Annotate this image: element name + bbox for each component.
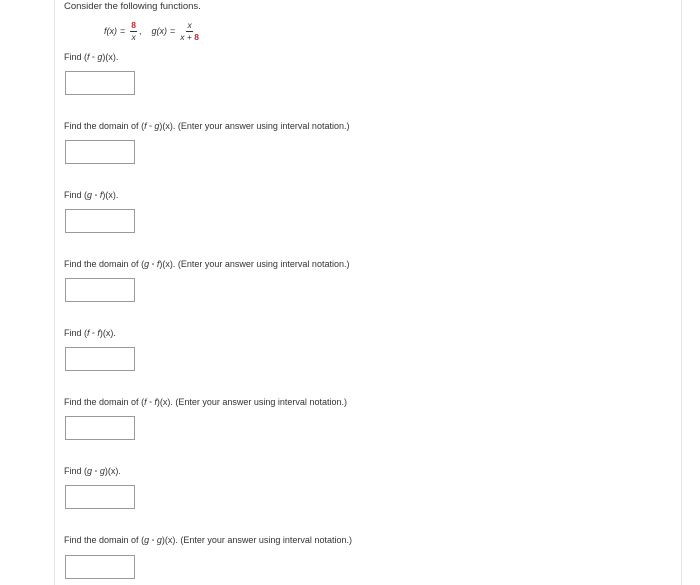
inner-fn: f	[156, 259, 160, 269]
compose-symbol: ∘	[94, 193, 98, 200]
g-denominator-var: x +	[180, 31, 195, 42]
question-8: Find the domain of (g ∘ g)(x). (Enter your answer using interval notation.)	[64, 535, 352, 545]
compose-symbol: ∘	[91, 331, 96, 338]
question-prefix: Find	[64, 466, 82, 476]
question-prefix: Find the domain of	[64, 397, 139, 407]
question-prefix: Find the domain of	[64, 259, 139, 269]
inner-fn: g	[154, 121, 160, 131]
question-6: Find the domain of (f ∘ f)(x). (Enter your answer using interval notation.)	[64, 397, 347, 407]
inner-fn: g	[156, 535, 162, 545]
outer-fn: f	[144, 121, 147, 131]
outer-fn: g	[144, 535, 150, 545]
answer-input-3[interactable]	[65, 209, 135, 233]
answer-input-4[interactable]	[65, 278, 135, 302]
inner-fn: f	[99, 190, 103, 200]
answer-input-2[interactable]	[65, 140, 135, 164]
function-definitions	[104, 18, 201, 44]
question-instruction: (Enter your answer using interval notation.)	[175, 397, 347, 407]
intro-text: Consider the following functions.	[64, 1, 201, 12]
question-prefix: Find	[64, 328, 82, 338]
outer-fn: g	[144, 259, 150, 269]
g-numerator: x	[187, 20, 192, 30]
g-label: g(x)	[151, 26, 168, 36]
compose-symbol: ∘	[148, 400, 153, 407]
inner-fn: g	[97, 52, 103, 62]
compose-symbol: ∘	[148, 124, 153, 131]
compose-symbol: ∘	[151, 538, 155, 545]
question-1: Find (f ∘ g)(x).	[64, 52, 119, 62]
inner-fn: f	[97, 328, 100, 338]
outer-fn: f	[87, 52, 90, 62]
question-instruction: (Enter your answer using interval notation.)	[177, 121, 350, 131]
answer-input-1[interactable]	[65, 71, 135, 95]
equals-sign: =	[120, 26, 126, 36]
equals-sign: =	[170, 26, 176, 36]
compose-symbol: ∘	[91, 55, 96, 62]
compose-symbol: ∘	[94, 469, 98, 476]
question-prefix: Find	[64, 52, 82, 62]
f-numerator: 8	[131, 20, 136, 30]
question-panel	[54, 0, 682, 585]
comma: ,	[139, 26, 142, 36]
outer-fn: g	[87, 190, 93, 200]
question-7: Find (g ∘ g)(x).	[64, 466, 121, 476]
question-prefix: Find	[64, 190, 82, 200]
g-denominator-const: 8	[194, 31, 199, 42]
answer-input-8[interactable]	[65, 555, 135, 579]
f-label: f(x)	[104, 26, 117, 36]
outer-fn: f	[144, 397, 147, 407]
question-4: Find the domain of (g ∘ f)(x). (Enter your answer using interval notation.)	[64, 259, 350, 269]
question-2: Find the domain of (f ∘ g)(x). (Enter your answer using interval notation.)	[64, 121, 350, 131]
question-prefix: Find the domain of	[64, 535, 139, 545]
g-denominator	[180, 32, 199, 42]
question-3: Find (g ∘ f)(x).	[64, 190, 119, 200]
inner-fn: f	[154, 397, 157, 407]
question-5: Find (f ∘ f)(x).	[64, 328, 116, 338]
outer-fn: g	[87, 466, 93, 476]
outer-fn: f	[87, 328, 90, 338]
question-instruction: (Enter your answer using interval notation.)	[180, 535, 352, 545]
compose-symbol: ∘	[151, 262, 155, 269]
inner-fn: g	[99, 466, 105, 476]
g-fraction	[180, 21, 199, 41]
answer-input-6[interactable]	[65, 416, 135, 440]
question-instruction: (Enter your answer using interval notation.)	[177, 259, 350, 269]
question-prefix: Find the domain of	[64, 121, 139, 131]
answer-input-7[interactable]	[65, 485, 135, 509]
f-denominator: x	[131, 31, 136, 42]
f-fraction	[130, 21, 137, 41]
answer-input-5[interactable]	[65, 347, 135, 371]
